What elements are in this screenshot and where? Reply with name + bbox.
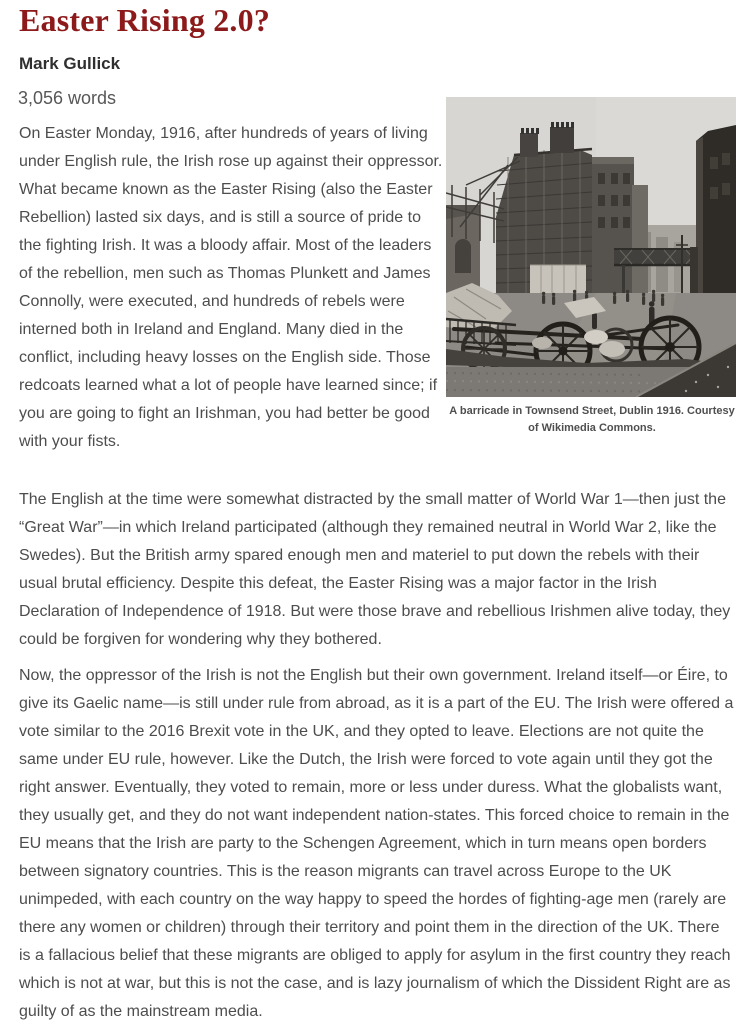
author-byline: Mark Gullick: [19, 54, 121, 73]
paragraph-1: On Easter Monday, 1916, after hundreds of years of living under English rule, the Irish rose up against their oppressor. What became known as the Easter Rising (also the Easter Rebellion) lasted six days, and is still a source of pride to the fighting Irish. It was a bloody affair. Most of the leaders of the rebellion, men such as Thomas Plunkett and James Connolly, were executed, and hundreds of rebels were interned both in Ireland and England. Many died in the conflict, including heavy losses on the English side. Those redcoats learned what a lot of people have learned since; if you are going to fight an Irishman, you had better be good with your fists.: [19, 125, 443, 450]
word-count: 3,056 words: [18, 88, 117, 108]
article-title: Easter Rising 2.0?: [19, 2, 271, 38]
paragraph-3: Now, the oppressor of the Irish is not the English but their own government. Ireland itself—or Éire, to give its Gaelic name—is still under rule from abroad, as it is a part of the EU. The Irish were offered a vote similar to the 2016 Brexit vote in the UK, and they opted to leave. Elections are not quite the same under EU rule, however. Like the Dutch, the Irish were forced to vote again until they got the right answer. Eventually, they voted to remain, more or less under duress. What the globalists want, they usually get, and they do not want independent nation-states. This forced choice to remain in the EU means that the Irish are party to the Schengen Agreement, which in turn means open borders between signatory countries. This is the reason migrants can travel across Europe to the UK unimpeded, with each country on the way happy to speed the hordes of fighting-age men (rarely are there any women or children) through their territory and point them in the direction of the UK. There is a fallacious belief that these migrants are obliged to apply for asylum in the first country they reach which is not at war, but this is not the case, and is lazy journalism of which the Dissident Right are as guilty of as the mainstream media.: [19, 667, 734, 1020]
paragraph-2: The English at the time were somewhat distracted by the small matter of World War 1—then just the “Great War”—in which Ireland participated (although they remained neutral in World War 2, like the Swedes). But the British army spared enough men and materiel to put down the rebels with their usual brutal efficiency. Despite this defeat, the Easter Rising was a major factor in the Irish Declaration of Independence of 1918. But were those brave and rebellious Irishmen alive today, they could be forgiven for wondering why they bothered.: [19, 491, 731, 648]
photo-caption: A barricade in Townsend Street, Dublin 1916. Courtesy of Wikimedia Commons.: [449, 405, 735, 434]
article-figure: [446, 97, 738, 436]
barricade-photo: [446, 97, 736, 397]
